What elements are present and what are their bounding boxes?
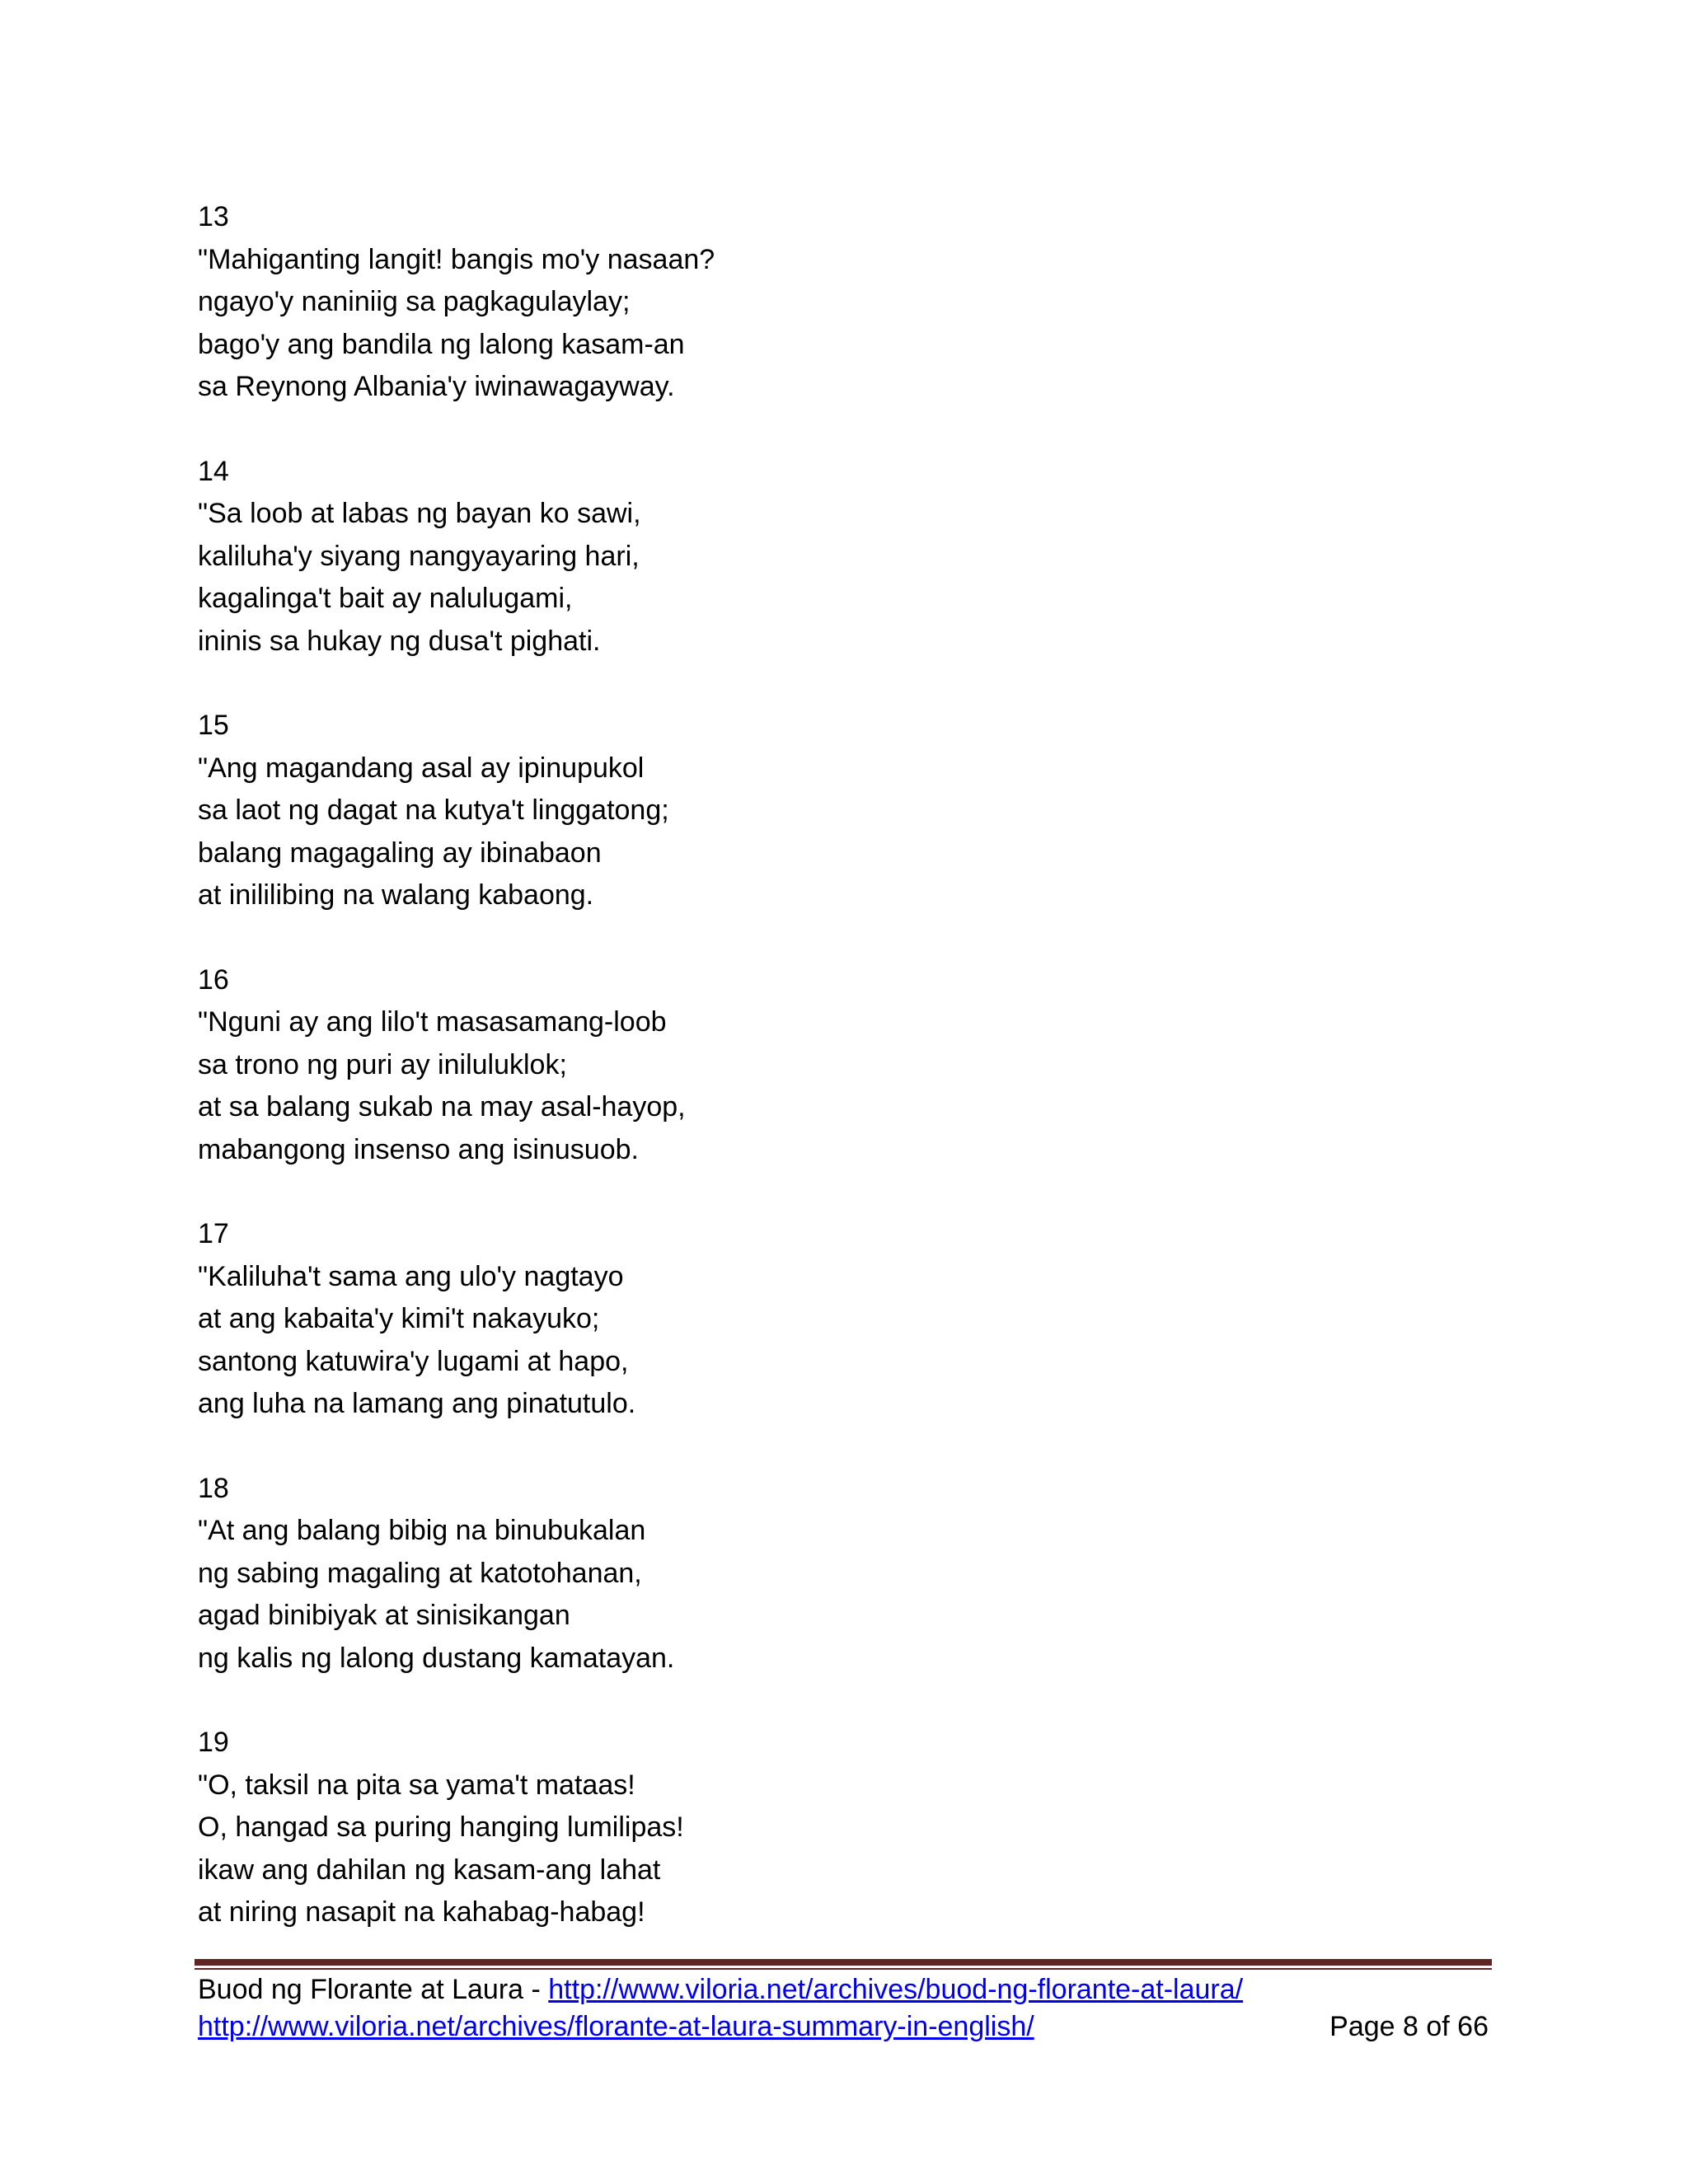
footer-title: Buod ng Florante at Laura - [198, 1974, 549, 2005]
stanza [198, 1722, 1484, 1934]
stanza [198, 705, 1484, 917]
verse-line: O, hangad sa puring hanging lumilipas! [198, 1811, 684, 1843]
verse-line: "Ang magandang asal ay ipinupukol [198, 752, 645, 784]
footer-row-2 [198, 2008, 1492, 2046]
verse-line: "Kaliluha't sama ang ulo'y nagtayo [198, 1260, 624, 1292]
footer-row-1 [198, 1971, 1492, 2008]
verse-line: "Sa loob at labas ng bayan ko sawi, [198, 498, 641, 529]
poem-body [198, 196, 1484, 1976]
verse-line: kagalinga't bait ay nalulugami, [198, 583, 573, 614]
verse-line: "Nguni ay ang lilo't masasamang-loob [198, 1006, 667, 1038]
verse-line: "Mahiganting langit! bangis mo'y nasaan? [198, 243, 715, 275]
verse-line: sa trono ng puri ay iniluluklok; [198, 1048, 567, 1080]
stanza-number: 13 [198, 201, 229, 232]
stanza-number: 16 [198, 963, 229, 996]
verse-line: sa laot ng dagat na kutya't linggatong; [198, 794, 669, 826]
verse-line: ng kalis ng lalong dustang kamatayan. [198, 1642, 675, 1674]
footer-divider-thick [195, 1959, 1492, 1966]
verse-line: ngayo'y naniniig sa pagkagulaylay; [198, 286, 631, 317]
footer-link-summary[interactable]: http://www.viloria.net/archives/florante-at-laura-summary-in-english/ [198, 2011, 1034, 2042]
stanza-number: 14 [198, 455, 229, 487]
verse-line: mabangong insenso ang isinusuob. [198, 1133, 639, 1165]
stanza [198, 196, 1484, 409]
stanza [198, 1213, 1484, 1426]
verse-line: ang luha na lamang ang pinatutulo. [198, 1388, 636, 1419]
stanza [198, 451, 1484, 663]
verse-line: ikaw ang dahilan ng kasam-ang lahat [198, 1854, 661, 1886]
verse-line: bago'y ang bandila ng lalong kasam-an [198, 328, 685, 360]
verse-line: at ang kabaita'y kimi't nakayuko; [198, 1303, 600, 1334]
verse-line: at niring nasapit na kahabag-habag! [198, 1896, 645, 1928]
verse-line: sa Reynong Albania'y iwinawagayway. [198, 371, 675, 402]
stanza-number: 17 [198, 1218, 229, 1249]
verse-line: balang magagaling ay ibinabaon [198, 837, 602, 869]
verse-line: at inililibing na walang kabaong. [198, 879, 594, 911]
verse-line: ng sabing magaling at katotohanan, [198, 1557, 642, 1589]
page-number: Page 8 of 66 [1329, 2011, 1489, 2042]
verse-line: santong katuwira'y lugami at hapo, [198, 1345, 629, 1377]
verse-line: agad binibiyak at sinisikangan [198, 1600, 570, 1631]
stanza-number: 15 [198, 710, 229, 741]
verse-line: "At ang balang bibig na binubukalan [198, 1515, 646, 1546]
stanza [198, 959, 1484, 1172]
verse-line: kaliluha'y siyang nangyayaring hari, [198, 540, 640, 572]
page-footer [198, 1971, 1492, 2046]
stanza-number: 19 [198, 1727, 229, 1758]
footer-divider-thin [195, 1968, 1492, 1970]
verse-line: ininis sa hukay ng dusa't pighati. [198, 625, 601, 657]
stanza [198, 1468, 1484, 1680]
stanza-number: 18 [198, 1472, 229, 1504]
verse-line: at sa balang sukab na may asal-hayop, [198, 1091, 686, 1122]
footer-link-buod[interactable]: http://www.viloria.net/archives/buod-ng-florante-at-laura/ [548, 1974, 1244, 2005]
footer-divider [195, 1959, 1492, 1970]
verse-line: "O, taksil na pita sa yama't mataas! [198, 1769, 635, 1801]
